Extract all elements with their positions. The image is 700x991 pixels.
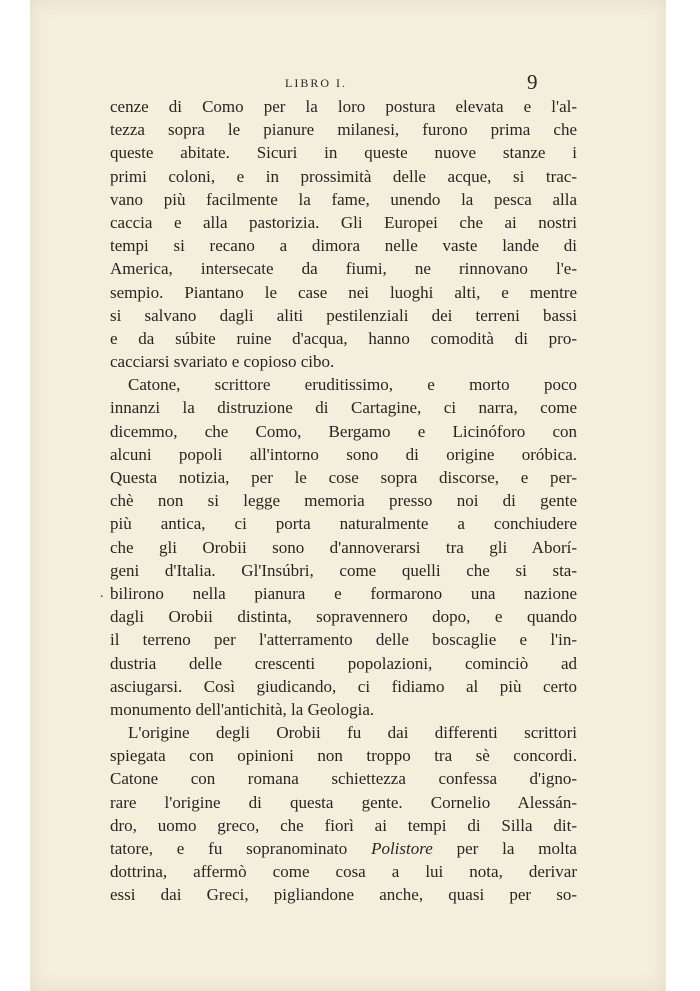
page-number: 9 (527, 70, 538, 94)
text-line: caccia e alla pastorizia. Gli Europei che ai nostri (110, 212, 577, 232)
text-line: bilirono nella pianura e formarono una nazione (110, 583, 577, 603)
text-line: chè non si legge memoria presso noi di gente (110, 491, 577, 511)
text-line: dagli Orobii distinta, sopravennero dopo, e quando (110, 607, 577, 627)
text-line: dro, uomo greco, che fiorì ai tempi di Silla dit- (110, 815, 577, 835)
paragraph-first-line: Catone, scrittore eruditissimo, e morto poco (128, 375, 577, 395)
text-fragment: per la molta (456, 839, 577, 858)
text-line: innanzi la distruzione di Cartagine, ci narra, come (110, 398, 577, 418)
text-line: e da súbite ruine d'acqua, hanno comodità di pro- (110, 328, 577, 348)
body-text (110, 95, 577, 907)
text-line: primi coloni, e in prossimità delle acque, si trac- (110, 166, 577, 186)
text-line: tezza sopra le pianure milanesi, furono prima che (110, 120, 577, 140)
margin-mark: . (100, 586, 104, 601)
text-line: rare l'origine di questa gente. Cornelio Alessán- (110, 792, 577, 812)
text-line: più antica, ci porta naturalmente a conchiudere (110, 514, 577, 534)
italic-epithet: Polistore (371, 839, 433, 858)
text-line: queste abitate. Sicuri in queste nuove stanze i (110, 143, 577, 163)
text-line: dicemmo, che Como, Bergamo e Licinóforo con (110, 421, 577, 441)
text-line: America, intersecate da fiumi, ne rinnovano l'e- (110, 259, 577, 279)
text-line: Catone con romana schiettezza confessa d'igno- (110, 769, 577, 789)
text-line: il terreno per l'atterramento delle boscaglie e l'in- (110, 630, 577, 650)
text-line: spiegata con opinioni non troppo tra sè concordi. (110, 746, 577, 766)
text-line: asciugarsi. Così giudicando, ci fidiamo al più certo (110, 676, 577, 696)
text-line: sempio. Piantano le case nei luoghi alti, e mentre (110, 282, 577, 302)
paragraph-first-line: L'origine degli Orobii fu dai differenti scrittori (128, 723, 577, 743)
text-line (110, 837, 577, 860)
text-fragment: tatore, e fu sopranominato (110, 839, 348, 858)
text-line: essi dai Greci, pigliandone anche, quasi per so- (110, 885, 577, 905)
paragraph-end-line: cacciarsi svariato e copioso cibo. (110, 352, 335, 372)
text-line: Questa notizia, per le cose sopra discorse, e per- (110, 468, 577, 487)
running-title: LIBRO I. (285, 76, 347, 90)
running-head (30, 70, 666, 96)
book-page (30, 0, 666, 991)
text-line: alcuni popoli all'intorno sono di origine oróbica. (110, 444, 577, 464)
paragraph-end-line: monumento dell'antichità, la Geologia. (110, 699, 375, 719)
text-line: dottrina, affermò come cosa a lui nota, derivar (110, 862, 577, 882)
text-line: che gli Orobii sono d'annoverarsi tra gli Aborí- (110, 537, 577, 557)
text-line: geni d'Italia. Gl'Insúbri, come quelli che si sta- (110, 560, 577, 580)
text-line: si salvano dagli aliti pestilenziali dei terreni bassi (110, 305, 577, 325)
text-line: vano più facilmente la fame, unendo la pesca alla (110, 189, 577, 209)
text-line: dustria delle crescenti popolazioni, cominciò ad (110, 653, 577, 673)
text-line: cenze di Como per la loro postura elevata e l'al- (110, 97, 577, 116)
text-line: tempi si recano a dimora nelle vaste lande di (110, 236, 577, 256)
